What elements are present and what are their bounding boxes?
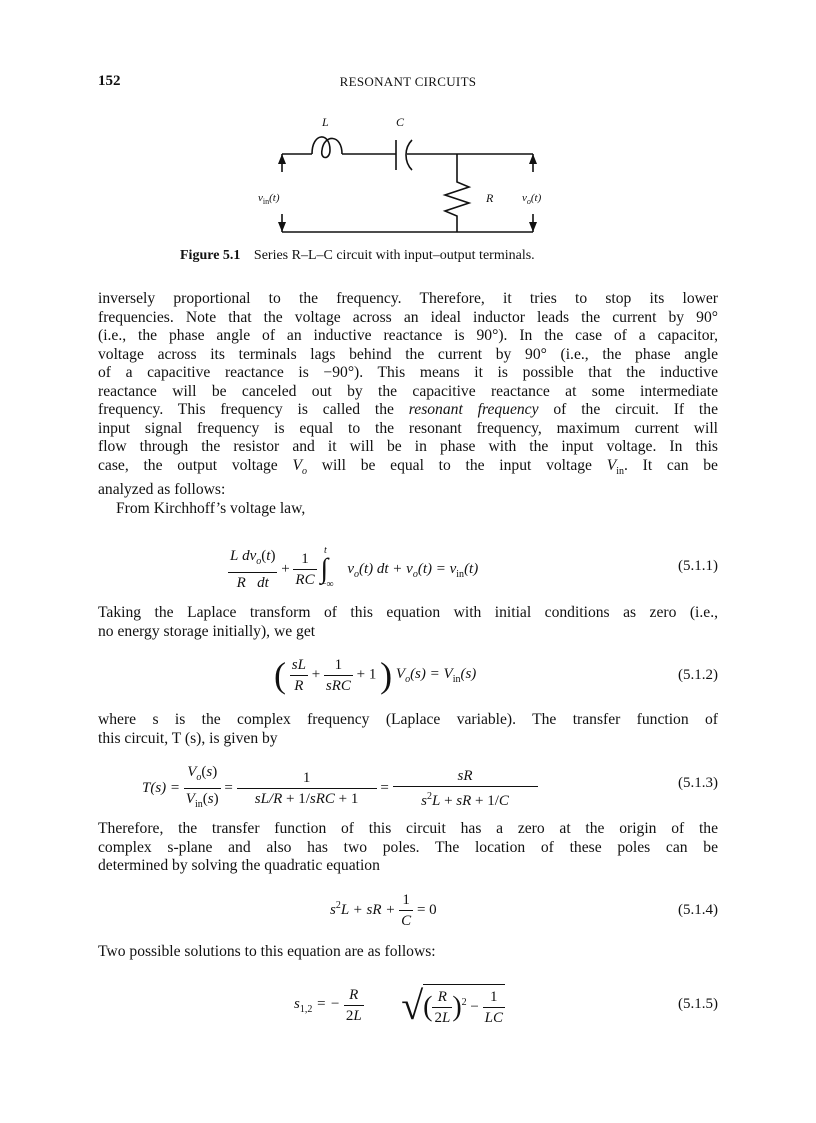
label-L: L bbox=[322, 115, 329, 129]
circuit-diagram bbox=[250, 110, 570, 250]
paragraph-poles: Therefore, the transfer function of this circuit has a zero at the origin of the complex s-plane and also has two poles. The location of these poles can be determined by solving the quadratic equation bbox=[98, 820, 718, 874]
caption-label: Figure 5.1 bbox=[180, 248, 241, 263]
running-title: RESONANT CIRCUITS bbox=[339, 74, 477, 89]
label-vo: $v_o(t)$ bbox=[522, 192, 542, 206]
equation-5-1-4: $s^2L$ + sR + $\frac{1}{C}$ = 0 (5.1.4) bbox=[330, 892, 718, 929]
page-number: 152 bbox=[98, 73, 121, 89]
kirchhoff-intro: From Kirchhoff’s voltage law, bbox=[116, 499, 306, 517]
vo-arrow-top bbox=[529, 154, 537, 164]
equation-5-1-2: ( $\frac{sL}{R}$ + $\frac{1}{\text{sRC}}$ + 1 ) $V_o(s) = V_{in}(s)$ (5.1.2) bbox=[274, 655, 718, 695]
paragraph-transfer: where s is the complex frequency (Laplace variable). The transfer function of this circuit, T (s), is given by bbox=[98, 711, 718, 747]
vo-arrow-bottom bbox=[529, 222, 537, 232]
term-resonant-frequency: resonant frequency bbox=[408, 401, 539, 418]
equation-5-1-5: $s_{1,2}$ = − $\frac{R}{2L}$ √( $\frac{R}{2L}$ )$^2$ − $\frac{1}{LC}$ (5.1.5) bbox=[294, 983, 718, 1028]
figure-caption bbox=[180, 248, 535, 264]
paragraph-solutions: Two possible solutions to this equation are as follows: bbox=[98, 943, 436, 960]
label-vin: $v_{in}(t)$ bbox=[258, 192, 280, 206]
paragraph-resonance: inversely proportional to the frequency. Therefore, it tries to stop its lower frequencies. Note that the voltage across an ideal inductor leads the current by 90° (i.e., the phase angle of an inductive reactance is 90°). In the case of a capacitor, voltage across its terminals lags behind the current by 90° (i.e., the phase angle of a capacitive reactance is −90°). This means it is possible that the inductive reactance will be canceled out by the capacitive reactance at some intermediate frequency. This frequency is called the resonant frequency of the circuit. If the input signal frequency is equal to the resonant frequency, maximum current will flow through the resistor and it will be in phase with the input voltage. In this case, the output voltage $V_o$ will be equal to the input voltage $V_{in}$. It can be analyzed as follows: From Kirchhoff’s voltage law, bbox=[98, 290, 718, 517]
label-C: C bbox=[396, 115, 405, 129]
label-R: R bbox=[486, 191, 494, 205]
vin-arrow-bottom bbox=[278, 222, 286, 232]
vin-arrow-top bbox=[278, 154, 286, 164]
equation-5-1-3: T(s) = $\frac{V_o(s)}{V_{in}(s)}$ = $\frac{1}{\text{sL/R + 1/sRC + 1}}$ = $\frac{sR}{s^2L + sR + 1/C}$ (5.1.3) bbox=[142, 764, 718, 810]
equation-5-1-1: $\frac{L dv_o(t)}{\text{R dt}}$ + $\frac{1}{RC}$ ∫$^t_{-\infty}$ $v_o(t)$ dt + $v_o(t) = v_{in}(t)$ (5.1.1) bbox=[230, 544, 718, 591]
paragraph-laplace: Taking the Laplace transform of this equation with initial conditions as zero (i.e., no energy storage initially), we get bbox=[98, 604, 718, 640]
caption-text: Series R–L–C circuit with input–output terminals. bbox=[253, 248, 535, 263]
